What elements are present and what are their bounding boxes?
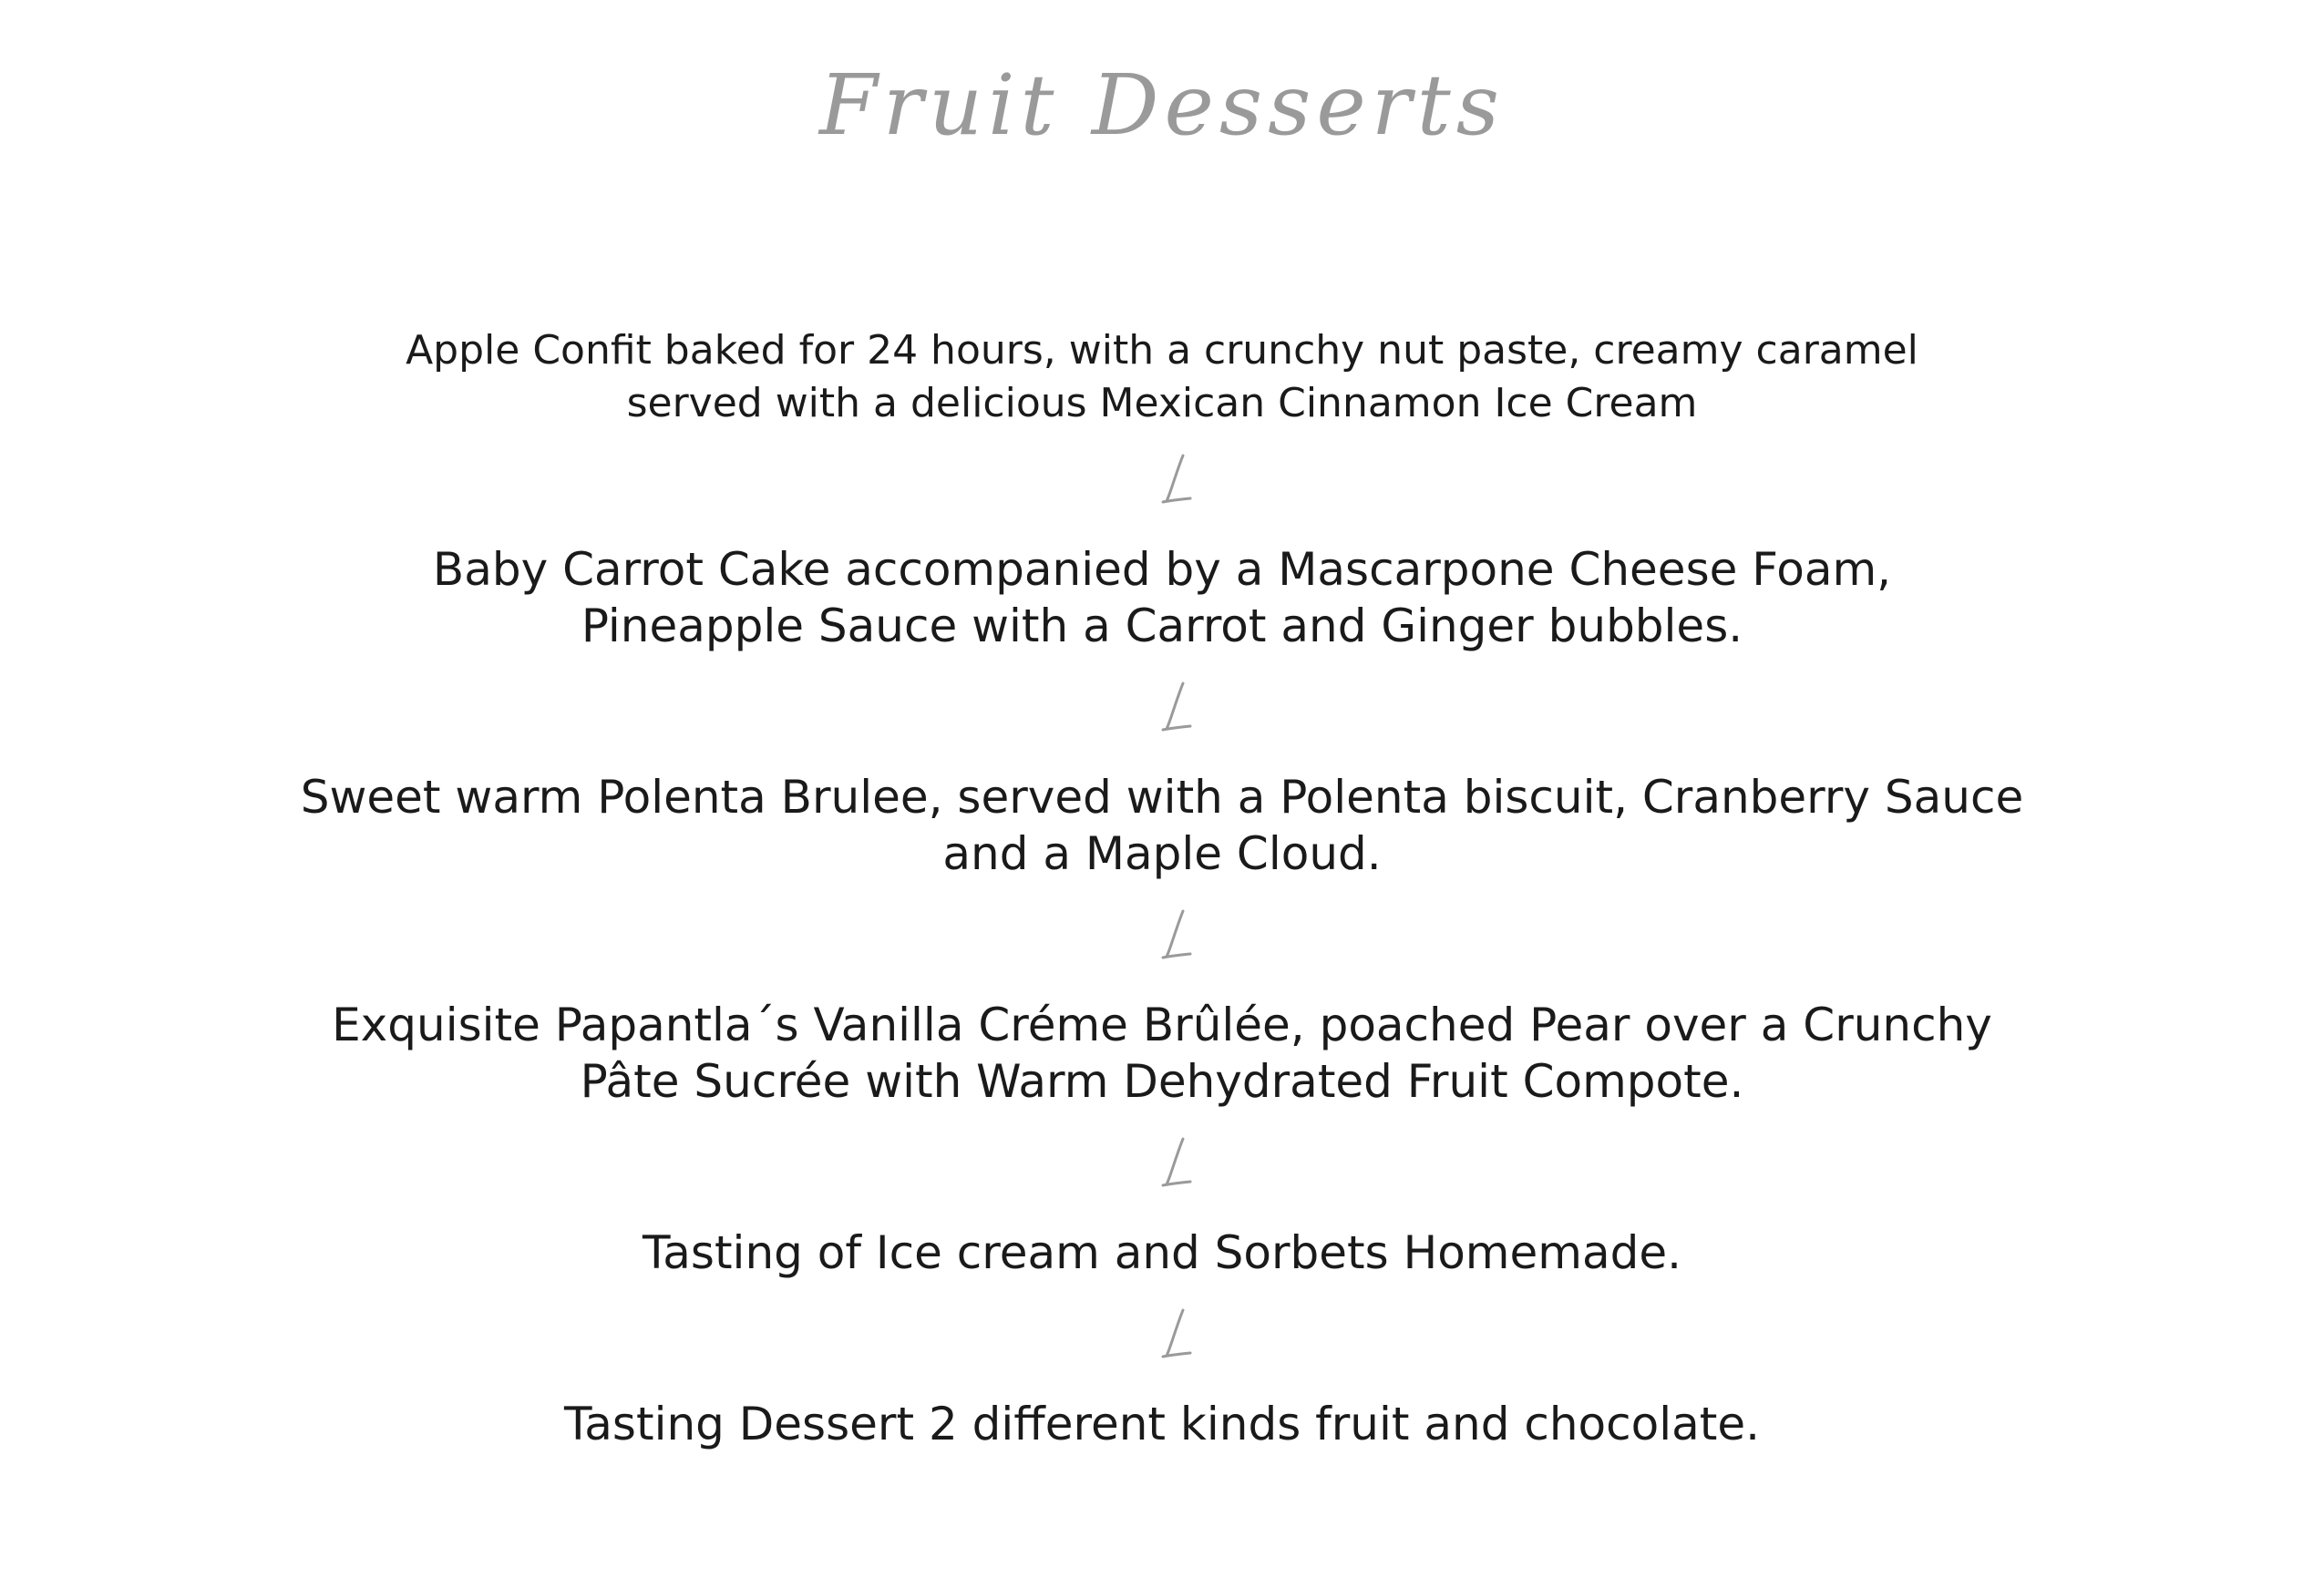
menu-item-line: Tasting Dessert 2 different kinds fruit and chocolate. xyxy=(564,1398,1760,1450)
flourish-separator-icon xyxy=(1159,680,1196,734)
menu-item-line: and a Maple Cloud. xyxy=(942,827,1382,880)
menu-item-line: Pâte Sucrée with Warm Dehydrated Fruit Compote. xyxy=(580,1055,1744,1108)
flourish-separator-icon xyxy=(1159,1135,1196,1190)
flourish-separator-icon xyxy=(1159,1306,1196,1361)
menu-item-line: Sweet warm Polenta Brulee, served with a Polenta biscuit, Cranberry Sauce xyxy=(300,771,2024,824)
flourish-separator-icon xyxy=(1159,452,1196,507)
menu-item-vanilla-creme-brulee xyxy=(0,997,2324,1110)
menu-item-line: served with a delicious Mexican Cinnamon Ice Cream xyxy=(626,380,1698,426)
menu-item-carrot-cake xyxy=(0,541,2324,654)
menu-item-line: Pineapple Sauce with a Carrot and Ginger bubbles. xyxy=(581,599,1743,652)
flourish-separator-icon xyxy=(1159,907,1196,962)
page-title: Fruit Desserts xyxy=(819,56,1505,154)
menu-item-line: Exquisite Papantla´s Vanilla Créme Brûlée, poached Pear over a Crunchy xyxy=(332,999,1992,1051)
menu-item-line: Tasting of Ice cream and Sorbets Homemade. xyxy=(643,1226,1681,1279)
menu-item-line: Baby Carrot Cake accompanied by a Mascarpone Cheese Foam, xyxy=(432,543,1892,596)
menu-item-polenta-brulee xyxy=(0,769,2324,882)
menu-item-apple-confit xyxy=(0,324,2324,430)
menu-item-tasting-dessert xyxy=(0,1396,2324,1452)
menu-item-ice-cream-tasting xyxy=(0,1224,2324,1281)
menu-item-line: Apple Confit baked for 24 hours, with a crunchy nut paste, creamy caramel xyxy=(406,327,1918,374)
